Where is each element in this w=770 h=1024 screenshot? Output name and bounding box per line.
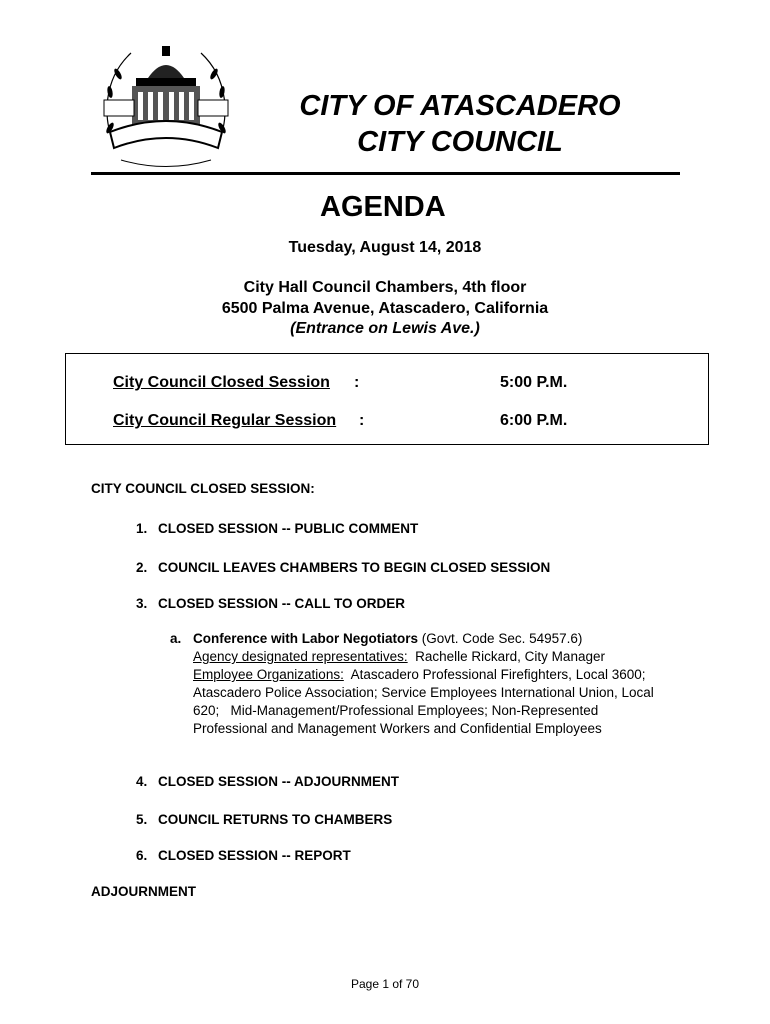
agenda-item: 2. COUNCIL LEAVES CHAMBERS TO BEGIN CLOSED SESSION	[136, 560, 551, 575]
closed-session-heading: CITY COUNCIL CLOSED SESSION:	[91, 481, 315, 496]
session-times-box	[65, 353, 709, 445]
employee-label: Employee Organizations:	[193, 667, 344, 682]
agenda-item: 5. COUNCIL RETURNS TO CHAMBERS	[136, 812, 393, 827]
header-divider	[91, 172, 680, 175]
closed-session-time: 5:00 P.M.	[500, 374, 568, 391]
adjournment-heading: ADJOURNMENT	[91, 884, 197, 899]
employee-value: Atascadero Professional Firefighters, Local 3600; Atascadero Police Association; Service Employees International Union, Local 620; Mid-Management/Professional Employees; Non-Represented Professional and Management Workers and Confidential Employees	[193, 667, 658, 736]
govt-code: (Govt. Code Sec. 54957.6)	[418, 631, 583, 646]
agency-label: Agency designated representatives:	[193, 649, 408, 664]
regular-session-colon: :	[359, 412, 365, 429]
document-title	[250, 88, 670, 160]
sub-item-title: Conference with Labor Negotiators	[193, 631, 419, 646]
agenda-item: 1. CLOSED SESSION -- PUBLIC COMMENT	[136, 521, 419, 536]
location-line-1: City Hall Council Chambers, 4th floor	[243, 279, 527, 296]
location-line-2: 6500 Palma Avenue, Atascadero, California	[221, 300, 549, 317]
entrance-note: (Entrance on Lewis Ave.)	[290, 320, 480, 337]
agency-value: Rachelle Rickard, City Manager	[407, 649, 605, 664]
closed-session-label: City Council Closed Session	[113, 374, 330, 391]
page-number: Page 1 of 70	[350, 977, 420, 991]
city-name: CITY OF ATASCADERO	[299, 90, 621, 122]
sub-item-letter: a.	[170, 631, 182, 646]
closed-session-colon: :	[354, 374, 360, 391]
agenda-heading: AGENDA	[320, 191, 446, 223]
meeting-date: Tuesday, August 14, 2018	[288, 239, 482, 256]
regular-session-label: City Council Regular Session	[113, 412, 337, 429]
council-name: CITY COUNCIL	[357, 126, 563, 158]
agenda-item: 6. CLOSED SESSION -- REPORT	[136, 848, 351, 863]
regular-session-time: 6:00 P.M.	[500, 412, 568, 429]
agenda-item: 4. CLOSED SESSION -- ADJOURNMENT	[136, 774, 400, 789]
city-seal	[96, 38, 236, 170]
agenda-item: 3. CLOSED SESSION -- CALL TO ORDER	[136, 596, 406, 611]
